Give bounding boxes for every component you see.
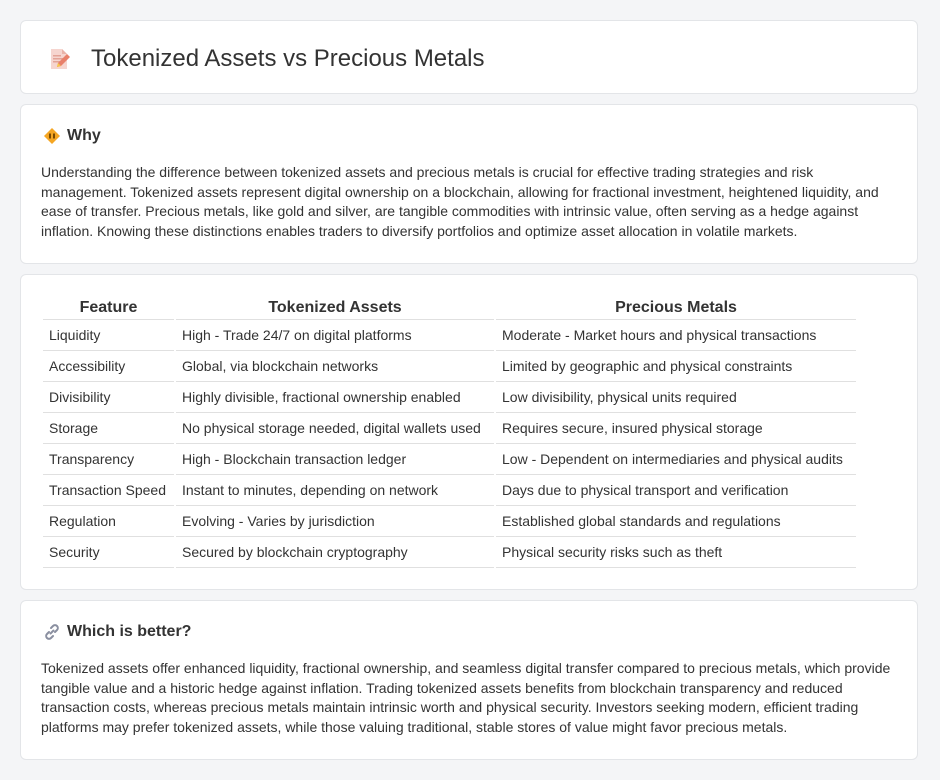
why-section [20, 104, 918, 264]
why-heading: Why [67, 127, 101, 144]
tokenized-assets-cell: Global, via blockchain networks [175, 351, 495, 382]
precious-metals-cell: Requires secure, insured physical storage [495, 413, 856, 444]
table-row [43, 351, 856, 382]
why-heading-row [43, 125, 101, 147]
table-row [43, 475, 856, 506]
table-row [43, 537, 856, 568]
table-row [43, 382, 856, 413]
diamond-icon [43, 127, 61, 145]
precious-metals-cell: Low divisibility, physical units required [495, 382, 856, 413]
link-icon [43, 623, 61, 641]
precious-metals-cell: Physical security risks such as theft [495, 537, 856, 568]
why-text: Understanding the difference between tokenized assets and precious metals is crucial for effective trading strategies and risk management. Tokenized assets represent digital ownership on a blockchain, allowing for fractional investment, heightened liquidity, and ease of transfer. Precious metals, like gold and silver, are tangible commodities with intrinsic value, often serving as a hedge against inflation. Knowing these distinctions enables traders to diversify portfolios and optimize asset allocation in volatile markets. [41, 164, 879, 239]
tokenized-assets-cell: Secured by blockchain cryptography [175, 537, 495, 568]
feature-cell: Transparency [43, 444, 175, 475]
tokenized-assets-cell: High - Trade 24/7 on digital platforms [175, 320, 495, 351]
column-header: Tokenized Assets [175, 295, 495, 320]
feature-cell: Transaction Speed [43, 475, 175, 506]
better-heading-row [43, 621, 191, 643]
tokenized-assets-cell: Instant to minutes, depending on network [175, 475, 495, 506]
precious-metals-cell: Days due to physical transport and verification [495, 475, 856, 506]
tokenized-assets-cell: High - Blockchain transaction ledger [175, 444, 495, 475]
tokenized-assets-cell: No physical storage needed, digital wallets used [175, 413, 495, 444]
page-title: Tokenized Assets vs Precious Metals [91, 45, 485, 72]
which-is-better-section [20, 600, 918, 760]
feature-cell: Divisibility [43, 382, 175, 413]
comparison-section [20, 274, 918, 590]
better-text: Tokenized assets offer enhanced liquidity, fractional ownership, and seamless digital transfer compared to precious metals, which provide tangible value and a historic hedge against inflation. Trading tokenized assets benefits from blockchain transparency and reduced transaction costs, whereas precious metals maintain intrinsic worth and physical security. Investors seeking modern, efficient trading platforms may prefer tokenized assets, while those valuing traditional, stable stores of value might favor precious metals. [41, 660, 891, 735]
column-header: Feature [43, 295, 175, 320]
table-row [43, 413, 856, 444]
comparison-table [43, 295, 856, 568]
column-header: Precious Metals [495, 295, 856, 320]
precious-metals-cell: Moderate - Market hours and physical transactions [495, 320, 856, 351]
feature-cell: Regulation [43, 506, 175, 537]
tokenized-assets-cell: Highly divisible, fractional ownership enabled [175, 382, 495, 413]
title-card [20, 20, 918, 94]
table-header-row [43, 295, 856, 320]
feature-cell: Storage [43, 413, 175, 444]
precious-metals-cell: Low - Dependent on intermediaries and physical audits [495, 444, 856, 475]
feature-cell: Security [43, 537, 175, 568]
better-heading: Which is better? [67, 623, 192, 640]
precious-metals-cell: Limited by geographic and physical constraints [495, 351, 856, 382]
table-row [43, 320, 856, 351]
table-row [43, 444, 856, 475]
feature-cell: Liquidity [43, 320, 175, 351]
document-pencil-icon [47, 47, 71, 71]
precious-metals-cell: Established global standards and regulations [495, 506, 856, 537]
tokenized-assets-cell: Evolving - Varies by jurisdiction [175, 506, 495, 537]
table-row [43, 506, 856, 537]
feature-cell: Accessibility [43, 351, 175, 382]
